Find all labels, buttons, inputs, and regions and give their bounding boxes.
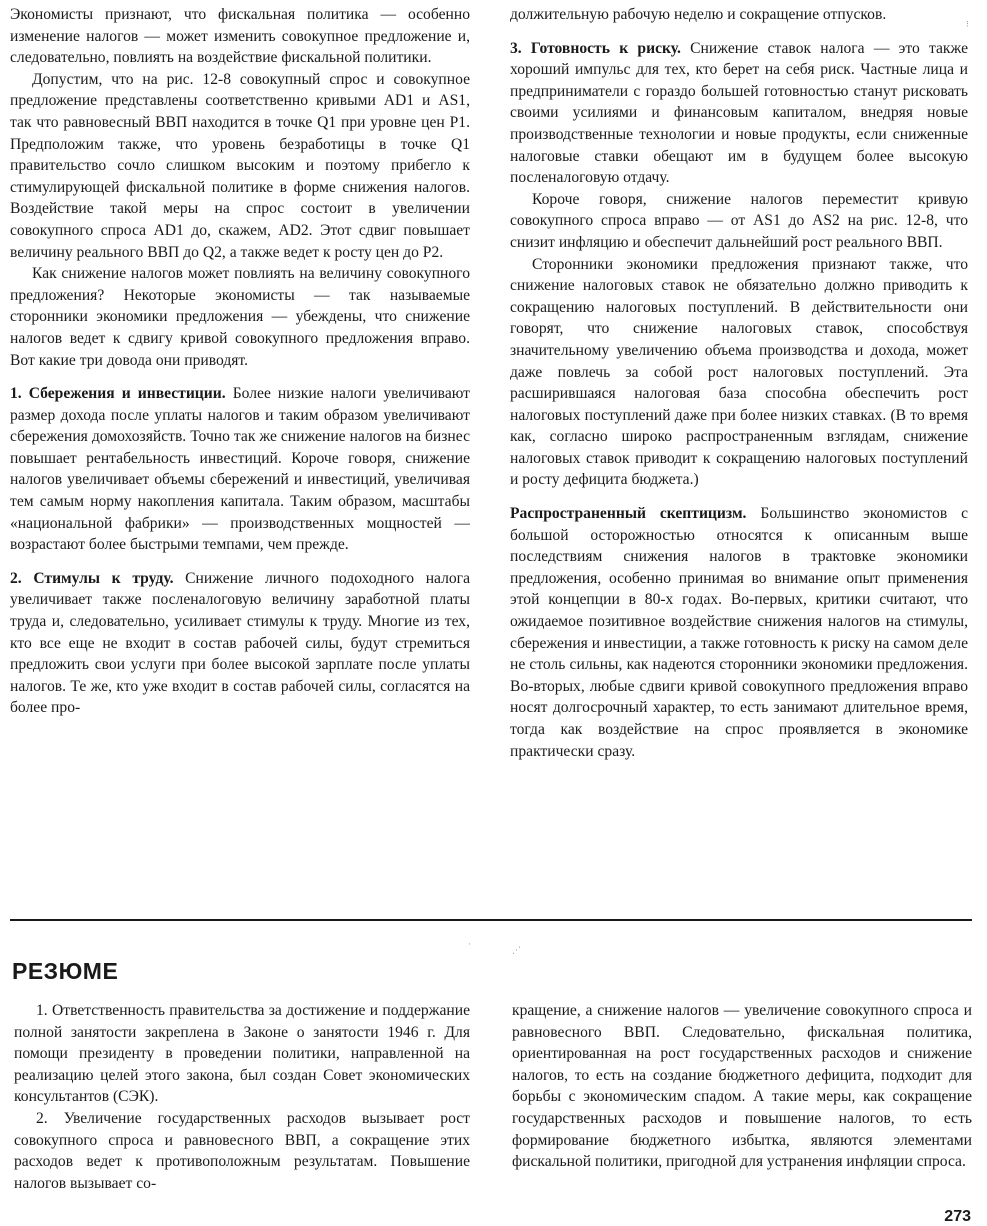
section-divider <box>10 919 972 921</box>
right-column <box>510 4 968 762</box>
section-savings-investment <box>10 383 470 556</box>
section-text-skepticism: Большинство экономистов с большой осторожностью относятся к описанным выше последствиям снижения налогов в трактовке экономики предложения, особенно принимая во внимание опыт применения этой концепции в 80-х годах. Во-первых, критики считают, что ожидаемое позитивное воздействие снижения налогов на стимулы, сбережения и инвестиции, а также готовность к риску на самом деле не столь сильны, как надеются сторонники экономики предложения. Во-вторых, любые сдвиги кривой совокупного предложения вправо носят долгосрочный характер, то есть занимают длительное время, тогда как воздействие на спрос проявляется в экономике практически сразу. <box>510 505 968 760</box>
section-text-risk: Снижение ставок налога — это также хороший импульс для тех, кто берет на себя риск. Частные лица и предприниматели с гораздо большей готовностью станут рисковать своими усилиями и финансовым капиталом, внедряя новые производственные технологии и новые продукты, если сниженные налоговые ставки обещают им в будущем более высокую посленалоговую отдачу. <box>510 39 968 187</box>
scan-speck: ⁝ <box>966 20 969 30</box>
section-text-savings: Более низкие налоги увеличивают размер дохода после уплаты налогов и таким образом увеличивают сбережения домохозяйств. Точно так же снижение налогов на бизнес повышает рентабельность инвестиций. Короче говоря, снижение налогов увеличивает объемы сбережений и инвестиций, увеличивая тем самым норму накопления капитала. Таким образом, масштабы «национальной фабрики» — производственных мощностей — возрастают более быстрыми темпами, чем прежде. <box>10 385 470 554</box>
paragraph-supporters: Сторонники экономики предложения признают также, что снижение налоговых ставок не обязательно должно приводить к сокращению налоговых поступлений. В действительности они говорят, что снижение налоговых ставок, способствуя значительному увеличению объема производства и дохода, может даже повлечь за собой рост налоговых поступлений. Эта расширившаяся налоговая база способна обеспечить рост налоговых поступлений даже при более низких ставках. (В то время как, согласно широко распространенным взглядам, снижение налоговых ставок приводит к сокращению налоговых поступлений и росту дефицита бюджета.) <box>510 255 968 489</box>
section-heading-skepticism: Распространенный скептицизм. <box>510 505 747 523</box>
summary-right-column <box>512 1000 972 1173</box>
scan-speck: · <box>468 940 471 950</box>
summary-heading: РЕЗЮМЕ <box>12 958 119 984</box>
paragraph-fig-12-8: Допустим, что на рис. 12-8 совокупный спрос и совокупное предложение представлены соответственно кривыми AD1 и AS1, так что равновесный ВВП находится в точке Q1 при уровне цен P1. Предположим также, что уровень безработицы в точке Q1 правительство сочло слишком высоким и поэтому прибегло к стимулирующей фискальной политике в форме снижения налогов. Воздействие такой меры на спрос состоит в увеличении совокупного спроса AD1 до, скажем, AD2. Этот сдвиг повышает величину реального ВВП до Q2, а также ведет к росту цен до P2. <box>10 70 470 261</box>
section-heading-savings: 1. Сбережения и инвестиции. <box>10 385 226 403</box>
page-number: 273 <box>944 1208 971 1225</box>
summary-item-2-continuation: кращение, а снижение налогов — увеличение совокупного спроса и равновесного ВВП. Следовательно, фискальная политика, ориентированная на рост государственных расходов и снижение налогов, то есть на создание бюджетного дефицита, подходит для борьбы с экономическим спадом. А такие меры, как сокращение государственных расходов и повышение налогов, то есть формирование бюджетного избытка, являются элементами фискальной политики, пригодной для устранения инфляции спроса. <box>512 1002 972 1171</box>
summary-item-1: 1. Ответственность правительства за достижение и поддержание полной занятости закреплена в Законе о занятости 1946 г. Для помощи президенту в проведении политики, направленной на реализацию целей этого закона, был создан Совет экономических консультантов (СЭК). <box>14 1002 470 1106</box>
section-risk-taking <box>510 38 968 189</box>
section-work-incentives <box>10 568 470 719</box>
left-column <box>10 4 470 719</box>
summary-item-2: 2. Увеличение государственных расходов вызывает рост совокупного спроса и равновесного ВВП, а сокращение этих расходов ведет к противоположным результатам. Повышение налогов вызывает со- <box>14 1109 470 1192</box>
paragraph-intro: Экономисты признают, что фискальная политика — особенно изменение налогов — может изменить совокупное предложение и, следовательно, повлиять на воздействие фискальной политики. <box>10 6 470 67</box>
paragraph-supply-question: Как снижение налогов может повлиять на величину совокупного предложения? Некоторые экономисты — так называемые сторонники экономики предложения — убеждены, что снижение налогов ведет к сдвигу кривой совокупного предложения вправо. Вот какие три довода они приводят. <box>10 265 470 369</box>
section-text-work: Снижение личного подоходного налога увеличивает также посленалоговую величину заработной платы труда и, следовательно, усиливает стимулы к труду. Многие из тех, кто все еще не входит в состав рабочей силы, будут стремиться предложить свои услуги при более высокой зарплате после уплаты налогов. Те же, кто уже входит в состав рабочей силы, согласятся на более про- <box>10 569 470 717</box>
section-heading-work: 2. Стимулы к труду. <box>10 569 174 587</box>
paragraph-in-short: Короче говоря, снижение налогов переместит кривую совокупного спроса вправо — от AS1 до AS2 на рис. 12-8, что снизит инфляцию и обеспечит дальнейший рост реального ВВП. <box>510 190 968 251</box>
section-skepticism <box>510 503 968 762</box>
paragraph-continuation: должительную рабочую неделю и сокращение отпусков. <box>510 6 887 23</box>
scan-speck: ⋰ <box>512 946 521 956</box>
section-heading-risk: 3. Готовность к риску. <box>510 39 681 57</box>
summary-left-column <box>14 1000 470 1194</box>
